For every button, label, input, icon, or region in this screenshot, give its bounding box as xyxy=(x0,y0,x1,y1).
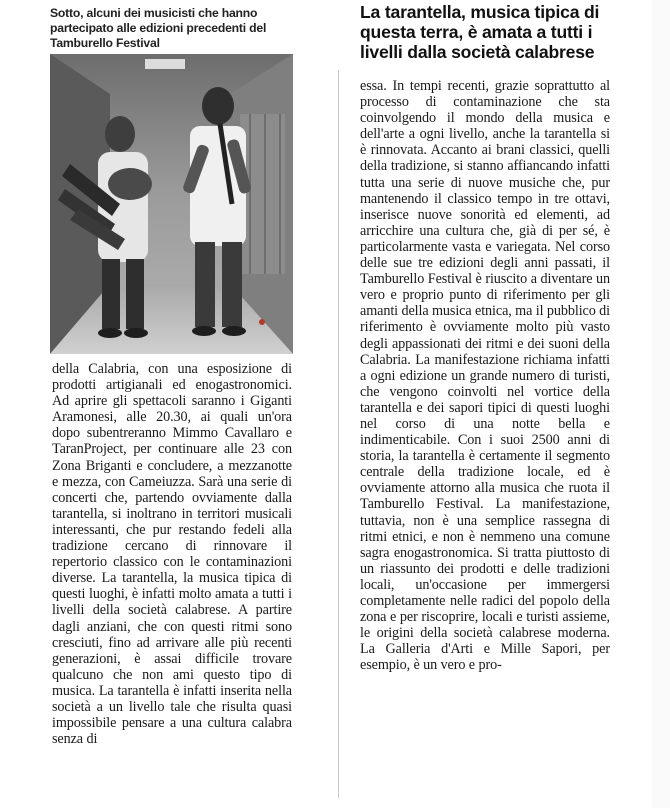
page-margin xyxy=(652,0,670,808)
right-article-column xyxy=(360,78,610,673)
left-column-text: della Calabria, con una esposizione di prodotti artigianali ed enogastronomici. Ad aprire gli spettacoli saranno i Giganti Aramonesi, alle 20.30, ai quali un'ora dopo subentreranno Mimmo Cavallaro e TaranProject, per continuare alle 23 con Zona Briganti e concludere, a mezzanotte e mezza, con Cameiuzza. Sarà una serie di concerti che, partendo ovviamente dalla tarantella, si inoltrano in territori musicali interessanti, che pur restando fedeli alla tradizione cercano di rinnovare il repertorio classico con le contaminazioni diverse. La tarantella, la musica tipica di questi luoghi, è infatti molto amata a tutti i livelli della società calabrese. A partire dagli anziani, che con questi ritmi sono cresciuti, fino ad arrivare alle più recenti generazioni, è assai difficile trovare qualcuno che non ami questo tipo di musica. La tarantella è infatti inserita nella società a un livello tale che risulta quasi impossibile pensare a una cultura calabra senza di xyxy=(52,361,292,748)
column-divider xyxy=(338,70,339,798)
article-headline: La tarantella, musica tipica di questa terra, è amata a tutti i livelli dalla società calabrese xyxy=(360,2,600,62)
left-article-column xyxy=(52,361,292,747)
photo-caption: Sotto, alcuni dei musicisti che hanno partecipato alle edizioni precedenti del Tamburello Festival xyxy=(50,6,267,50)
right-column-text: essa. In tempi recenti, grazie soprattutto al processo di contaminazione che sta coinvolgendo il mondo della musica e dell'arte a ogni livello, anche la tarantella si è rinnovata. Accanto ai brani classici, quelli della tradizione, si stanno affiancando infatti tutta una serie di nuove musiche che, pur mantenendo il classico tempo in tre ottavi, inserisce nuove sonorità ed elementi, ad arricchire una cultura che, già di per sé, è particolarmente vasta e variegata. Nel corso delle sue tre edizioni degli anni passati, il Tamburello Festival è riuscito a diventare un vero e proprio punto di riferimento per gli amanti della musica etnica, ma il pubblico di riferimento è ovviamente molto più vasto degli appassionati dei ritmi e dei suoni della Calabria. La manifestazione richiama infatti a ogni edizione un grande numero di turisti, che vengono coinvolti nel vortice della tarantella e dei sapori tipici di questi luoghi nel corso di una notte bella e indimenticabile. Con i suoi 2500 anni di storia, la tarantella è certamente il segmento centrale della tradizione locale, ed è ovviamente attorno alla musica che ruota il Tamburello Festival. La manifestazione, tuttavia, non è una semplice rassegna di ritmi etnici, e non è nemmeno una comune sagra enogastronomica. Si tratta piuttosto di un riassunto dei prodotti e delle tradizioni locali, un'occasione per immergersi completamente nelle radici del popolo della zona e per riscoprire, locali e turisti assieme, le origini della società calabrese moderna. La Galleria d'Arti e Mille Sapori, per esempio, è un vero e pro- xyxy=(360,78,611,674)
musicians-photo-image xyxy=(50,54,293,354)
musicians-photo xyxy=(50,54,293,354)
